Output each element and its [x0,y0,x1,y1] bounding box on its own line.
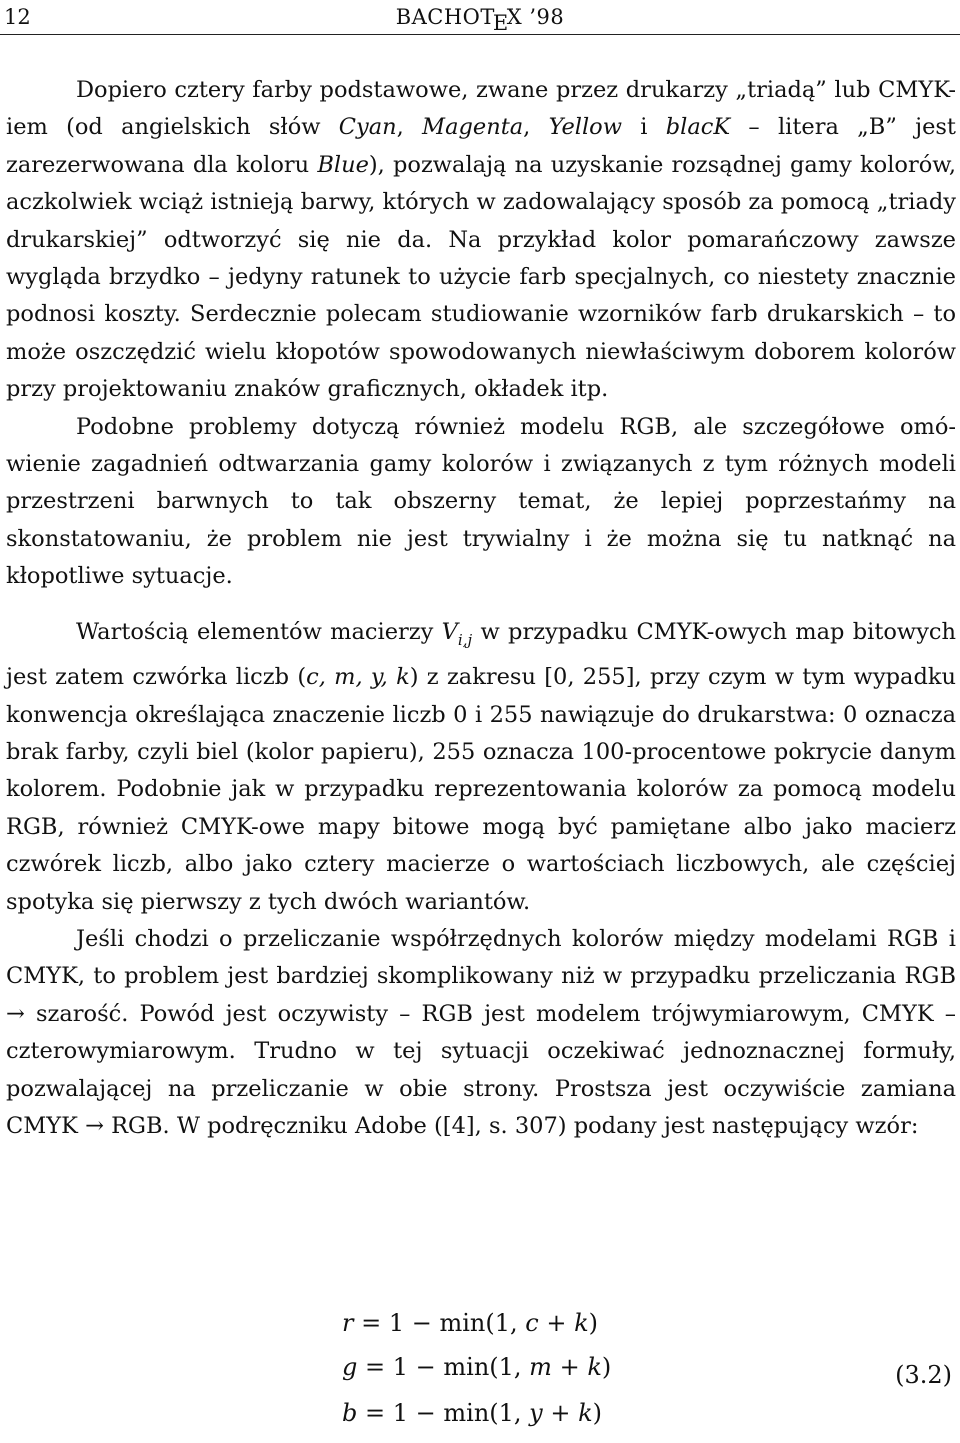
equation-text: = 1 − min(1, [357,1399,530,1427]
equation-variable: y [529,1399,543,1427]
equation-text: + [542,1399,579,1427]
running-title-post: X ’98 [506,5,565,29]
equation-text: = 1 − min(1, [357,1353,530,1381]
text-run: ), pozwalają na uzyskanie rozsądnej gamy kolorów, aczkolwiek wciąż istnieją barwy, których w zadowalający sposób za pomocą „triady drukarskiej” odtworzyć się nie da. Na przykład kolor pomarańczowy zawsze wygląda brzydko – jedyny ratunek to użycie farb specjalnych, co niestety znacznie podnosi koszty. Serdecznie polecam studiowanie wzorników farb drukarskich – to może oszczędzić wielu kłopotów spowodowanych niewłaściwym doborem kolorów przy projektowaniu znaków graficznych, okładek itp. [6,151,956,403]
paragraph [6,72,956,409]
equation-variable: r [342,1309,354,1337]
equation-text: + [538,1309,575,1337]
running-title-pre: BACHOT [395,5,495,29]
equation-variable: k [574,1309,589,1337]
body-text [6,72,956,1145]
subscript: i,j [457,630,473,649]
equation-block [0,1305,960,1441]
equation-variable: k [578,1399,593,1427]
equation-line [342,1353,611,1381]
equation-variable: c [525,1309,539,1337]
paragraph [6,921,956,1145]
equation-line [342,1309,598,1337]
running-title [0,0,960,34]
paragraph [6,409,956,596]
equation-variable: g [342,1353,358,1381]
text-run: , [523,114,549,141]
italic-text: Blue [317,151,369,178]
equation-text: + [551,1353,588,1381]
equation-text: ) [601,1353,612,1381]
text-run: Dopiero cztery farby podstawowe, zwane przez drukarzy „triadą” lub CMYK-iem (od angielskich słów [6,77,956,141]
equation-text: = 1 − min(1, [353,1309,526,1337]
text-run: , [396,114,423,141]
equation-number: (3.2) [895,1361,952,1389]
equation-line [342,1399,602,1427]
italic-text: Yellow [548,114,622,141]
page-number: 12 [4,5,31,29]
text-run: w przypadku CMYK-owych map bitowych jest zatem czwórka liczb ( [6,618,956,691]
italic-text: blacK [665,114,731,141]
equation-variable: m [529,1353,552,1381]
equation-variable: k [587,1353,602,1381]
text-run: ) z zakresu [0, 255], przy czym w tym wypadku konwencja określająca znaczenie liczb 0 i 255 nawiązuje do drukarstwa: 0 oznacza brak farby, czyli biel (kolor papieru), 255 oznacza 100-procentowe pokrycie danym kolorem. Podobnie jak w przypadku reprezentowania kolorów za pomocą modelu RGB, również CMYK-owe mapy bitowe mogą być pamiętane albo jako macierz czwórek liczb, albo jako cztery macierze o wartościach liczbowych, ale częściej spotyka się pierwszy z tych dwóch wariantów. [6,664,956,915]
italic-text: Magenta [422,114,524,141]
equation-text: ) [592,1399,603,1427]
text-run: – litera „B” jest zarezerwowana dla koloru [6,114,956,178]
italic-text: V [441,618,458,645]
text-run: Podobne problemy dotyczą również modelu RGB, ale szczegółowe omówienie zagadnień odtwarzania gamy kolorów i związanych z tym różnych modeli przestrzeni barwnych to tak obszerny temat, że lepiej poprzestańmy na skonstatowaniu, że problem nie jest trywialny i że można się tu natknąć na kłopotliwe sytuacje. [6,413,956,590]
paragraph [6,614,956,921]
text-run: Jeśli chodzi o przeliczanie współrzędnych kolorów między modelami RGB i CMYK, to problem jest bardziej skomplikowany niż w przypadku przeliczania RGB → szarość. Powód jest oczywisty – RGB jest modelem trójwymiarowym, CMYK – czterowymiarowym. Trudno w tej sytuacji oczekiwać jednoznacznej formuły, pozwalającej na przeliczanie w obie strony. Prostsza jest oczywiście zamiana CMYK → RGB. W podręczniku Adobe ([4], s. 307) podany jest następujący wzór: [6,925,956,1139]
text-run: Wartością elementów macierzy [76,618,442,645]
equation-text: ) [588,1309,599,1337]
page-header [0,0,960,35]
italic-text: c, m, y, k [306,664,410,691]
equation-variable: b [342,1399,358,1427]
running-title-e: E [492,11,509,35]
italic-text: Cyan [338,114,397,141]
text-run: i [622,114,666,141]
